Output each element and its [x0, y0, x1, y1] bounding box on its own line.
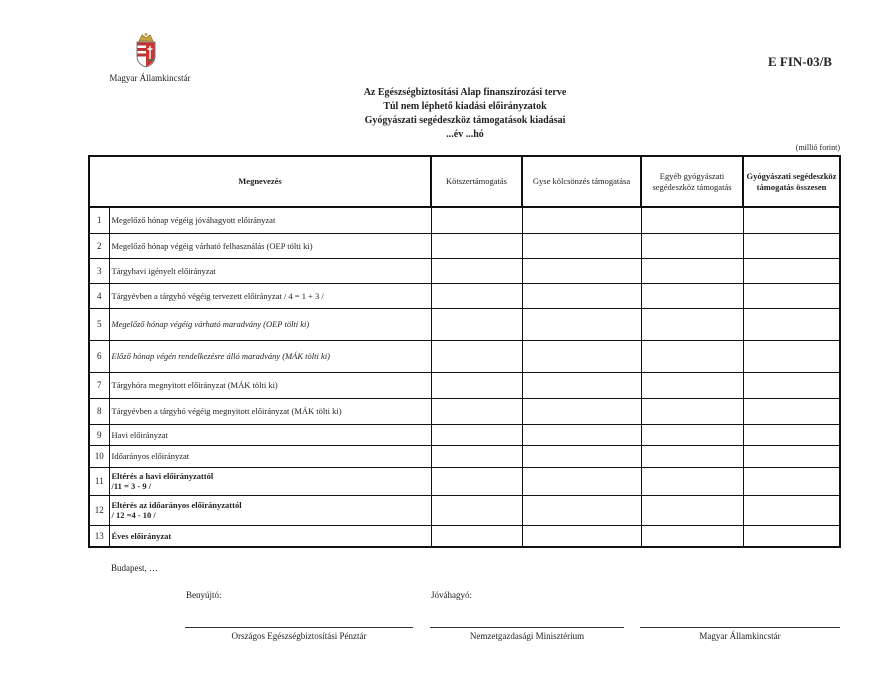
value-cell — [431, 525, 522, 547]
document-title — [300, 86, 630, 142]
value-cell — [641, 424, 743, 445]
value-cell — [522, 424, 641, 445]
row-label: Tárgyhóra megnyitott előirányzat (MÁK tölti ki) — [109, 372, 431, 398]
table-row — [89, 283, 840, 308]
row-label-formula: / 12 =4 - 10 / — [111, 510, 156, 520]
row-label: Tárgyévben a tárgyhó végéig megnyitott előirányzat (MÁK tölti ki) — [109, 398, 431, 424]
row-number: 8 — [89, 398, 109, 424]
row-label-main: Eltérés az időarányos előirányzattól — [111, 500, 242, 510]
value-cell — [743, 467, 840, 495]
row-label: Előző hónap végén rendelkezésre álló maradvány (MÁK tölti ki) — [109, 340, 431, 372]
value-cell — [431, 207, 522, 233]
value-cell — [641, 308, 743, 340]
value-cell — [431, 424, 522, 445]
row-number: 13 — [89, 525, 109, 547]
value-cell — [641, 467, 743, 495]
table-row — [89, 398, 840, 424]
table-row — [89, 495, 840, 525]
row-number: 6 — [89, 340, 109, 372]
row-number: 12 — [89, 495, 109, 525]
value-cell — [641, 445, 743, 467]
row-label: Megelőző hónap végéig várható felhasználás (OEP tölti ki) — [109, 233, 431, 258]
value-cell — [431, 258, 522, 283]
row-number: 9 — [89, 424, 109, 445]
form-code: E FIN-03/B — [768, 54, 832, 69]
value-cell — [522, 467, 641, 495]
value-cell — [522, 207, 641, 233]
value-cell — [641, 207, 743, 233]
value-cell — [641, 233, 743, 258]
value-cell — [431, 495, 522, 525]
value-cell — [743, 445, 840, 467]
title-line-4: ...év ...hó — [446, 129, 484, 140]
table-row — [89, 372, 840, 398]
col-header-other-support: Egyéb gyógyászati segédeszköz támogatás — [641, 156, 743, 207]
signatory-oep: Országos Egészségbiztosítási Pénztár — [231, 631, 367, 641]
table-row — [89, 445, 840, 467]
value-cell — [743, 525, 840, 547]
value-cell — [431, 445, 522, 467]
signatory-treasury: Magyar Államkincstár — [699, 631, 781, 641]
value-cell — [431, 233, 522, 258]
table-row — [89, 525, 840, 547]
value-cell — [522, 233, 641, 258]
title-line-2: Túl nem léphető kiadási előirányzatok — [383, 101, 547, 112]
value-cell — [641, 283, 743, 308]
issuer-name: Magyar Államkincstár — [109, 73, 191, 83]
value-cell — [743, 233, 840, 258]
unit-label: (millió forint) — [795, 143, 840, 152]
value-cell — [641, 340, 743, 372]
table-row — [89, 308, 840, 340]
value-cell — [522, 258, 641, 283]
row-number: 5 — [89, 308, 109, 340]
value-cell — [743, 308, 840, 340]
row-number: 1 — [89, 207, 109, 233]
value-cell — [522, 372, 641, 398]
value-cell — [522, 340, 641, 372]
row-label — [109, 495, 431, 525]
signatory-ministry: Nemzetgazdasági Minisztérium — [469, 631, 585, 641]
value-cell — [743, 424, 840, 445]
signature-line — [640, 627, 840, 628]
value-cell — [641, 398, 743, 424]
table-row — [89, 424, 840, 445]
row-label: Éves előirányzat — [109, 525, 431, 547]
value-cell — [641, 525, 743, 547]
row-label: Tárgyévben a tárgyhó végéig tervezett előirányzat / 4 = 1 + 3 / — [109, 283, 431, 308]
value-cell — [743, 340, 840, 372]
row-label: Havi előirányzat — [109, 424, 431, 445]
title-line-1: Az Egészségbiztosítási Alap finanszírozási terve — [363, 87, 567, 98]
col-header-total-support: Gyógyászati segédeszköz támogatás összesen — [743, 156, 840, 207]
value-cell — [522, 495, 641, 525]
value-cell — [743, 495, 840, 525]
value-cell — [743, 283, 840, 308]
value-cell — [743, 372, 840, 398]
row-number: 2 — [89, 233, 109, 258]
place-date: Budapest, … — [111, 563, 158, 573]
table-row — [89, 233, 840, 258]
col-header-bandage-support: Kötszertámogatás — [431, 156, 522, 207]
signature-line — [430, 627, 624, 628]
table-row — [89, 258, 840, 283]
value-cell — [522, 525, 641, 547]
row-label-formula: /11 = 3 - 9 / — [111, 481, 152, 491]
value-cell — [431, 467, 522, 495]
title-line-3: Gyógyászati segédeszköz támogatások kiadásai — [364, 115, 566, 126]
row-label: Megelőző hónap végéig jóváhagyott előirányzat — [109, 207, 431, 233]
value-cell — [431, 398, 522, 424]
value-cell — [743, 398, 840, 424]
row-label: Időarányos előirányzat — [109, 445, 431, 467]
row-number: 10 — [89, 445, 109, 467]
row-number: 7 — [89, 372, 109, 398]
table-row — [89, 340, 840, 372]
value-cell — [522, 398, 641, 424]
col-header-name: Megnevezés — [89, 156, 431, 207]
value-cell — [431, 372, 522, 398]
value-cell — [522, 445, 641, 467]
value-cell — [431, 340, 522, 372]
row-number: 4 — [89, 283, 109, 308]
row-label: Megelőző hónap végéig várható maradvány (OEP tölti ki) — [109, 308, 431, 340]
table-row — [89, 467, 840, 495]
row-label: Tárgyhavi igényelt előirányzat — [109, 258, 431, 283]
col-header-rental-support: Gyse kölcsönzés támogatása — [522, 156, 641, 207]
row-label-main: Eltérés a havi előirányzattól — [111, 471, 214, 481]
value-cell — [743, 258, 840, 283]
financing-plan-table — [88, 155, 841, 548]
table-row — [89, 207, 840, 233]
coat-of-arms-icon — [133, 32, 159, 68]
row-number: 3 — [89, 258, 109, 283]
value-cell — [641, 258, 743, 283]
approver-label: Jóváhagyó: — [431, 590, 472, 600]
value-cell — [522, 283, 641, 308]
value-cell — [743, 207, 840, 233]
value-cell — [431, 308, 522, 340]
value-cell — [641, 372, 743, 398]
row-number: 11 — [89, 467, 109, 495]
value-cell — [431, 283, 522, 308]
value-cell — [641, 495, 743, 525]
signature-line — [185, 627, 413, 628]
submitter-label: Benyújtó: — [186, 590, 222, 600]
value-cell — [522, 308, 641, 340]
row-label — [109, 467, 431, 495]
